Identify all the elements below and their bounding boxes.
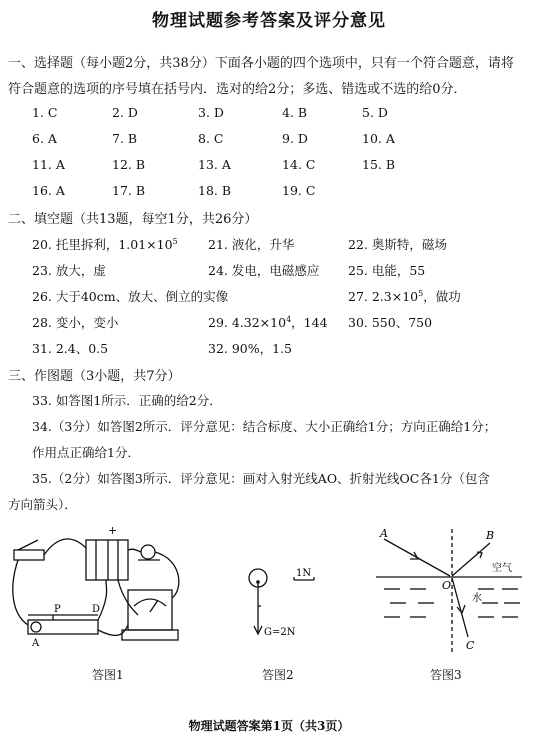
- choice-answer: 4. B: [282, 105, 308, 120]
- fill-answer-21: 21. 液化，升华: [208, 237, 295, 252]
- fill-answer-30: 30. 550、750: [348, 315, 433, 330]
- choice-answer: 12. B: [112, 157, 146, 172]
- scale-label: 1N: [296, 568, 312, 579]
- refracted-ray: [452, 578, 468, 637]
- choice-answer: 17. B: [112, 183, 146, 198]
- fill-answer-32: 32. 90%，1.5: [208, 341, 293, 356]
- figure-1-caption: 答图1: [92, 668, 124, 682]
- section3-heading: 三、作图题（3小题，共7分）: [8, 369, 181, 384]
- label-water: 水: [472, 593, 482, 604]
- label-air: 空气: [492, 563, 512, 574]
- figure-3-caption: 答图3: [430, 668, 462, 682]
- choice-answer: 7. B: [112, 131, 138, 146]
- choice-answer: 18. B: [198, 183, 232, 198]
- fill-answer-31: 31. 2.4、0.5: [32, 341, 109, 356]
- page-footer: 物理试题答案第1页（共3页）: [188, 719, 350, 733]
- label-b: B: [486, 529, 495, 542]
- section1-heading-cont: 符合题意的选项的序号填在括号内．选对的给2分；多选、错选或不选的给0分．: [8, 82, 467, 97]
- battery-box: [86, 540, 128, 580]
- section1-heading: 一、选择题（每小题2分，共38分）下面各小题的四个选项中，只有一个符合题意，请将: [8, 56, 514, 71]
- choice-answer: 2. D: [112, 105, 138, 120]
- fill-answer-26: 26. 大于40cm、放大、倒立的实像: [32, 289, 229, 304]
- fill-answer-25: 25. 电能，55: [348, 263, 426, 278]
- choice-answer: 3. D: [198, 105, 224, 120]
- fill-answer-20: 20. 托里拆利，$1.01\times 10^5$: [32, 236, 178, 252]
- choice-answer: 14. C: [282, 157, 316, 172]
- fill-answer-29: 29. $4.32\times 10^4$，144: [208, 314, 328, 330]
- fill-answer-27: 27. $2.3\times 10^5$，做功: [348, 288, 461, 304]
- answer-34-cont: 作用点正确给1分．: [32, 445, 140, 460]
- choice-answer: 9. D: [282, 131, 308, 146]
- reflected-ray: [452, 543, 490, 576]
- answer-35: 35.（2分）如答图3所示．评分意见：画对入射光线AO、折射光线OC各1分（包含: [32, 471, 490, 486]
- choice-answer: 13. A: [198, 157, 231, 172]
- choice-answer: 11. A: [32, 157, 65, 172]
- label-a: A: [32, 638, 40, 649]
- figure-3-refraction: [370, 525, 530, 660]
- choice-answer: 10. A: [362, 131, 395, 146]
- answer-34: 34.（3分）如答图2所示．评分意见：结合标度、大小正确给1分；方向正确给1分；: [32, 419, 497, 434]
- choice-answer: 6. A: [32, 131, 57, 146]
- label-p: P: [54, 604, 61, 615]
- label-d: D: [92, 604, 101, 615]
- section2-heading: 二、填空题（共13题，每空1分，共26分）: [8, 212, 258, 227]
- fill-answer-24: 24. 发电，电磁感应: [208, 263, 320, 278]
- choice-answer: 1. C: [32, 105, 58, 120]
- figure-2-force: [230, 560, 330, 650]
- label-c: C: [466, 639, 475, 652]
- choice-answer: 8. C: [198, 131, 224, 146]
- choice-answer: 5. D: [362, 105, 388, 120]
- bulb: [141, 545, 155, 559]
- plus-sign: +: [108, 524, 118, 537]
- label-a: A: [380, 527, 388, 540]
- answer-35-cont: 方向箭头）．: [8, 497, 77, 512]
- switch-base: [14, 550, 44, 560]
- figure-1-circuit: [8, 520, 198, 660]
- choice-answer: 19. C: [282, 183, 316, 198]
- fill-answer-22: 22. 奥斯特，磁场: [348, 237, 447, 252]
- page-title: 物理试题参考答案及评分意见: [152, 11, 386, 31]
- label-o: O: [442, 579, 452, 592]
- figure-2-caption: 答图2: [262, 668, 294, 682]
- answer-33: 33. 如答图1所示．正确的给2分．: [32, 393, 222, 408]
- fill-answer-23: 23. 放大，虚: [32, 263, 106, 278]
- choice-answer: 15. B: [362, 157, 396, 172]
- ammeter: [128, 590, 172, 630]
- force-label: G=2N: [264, 627, 296, 638]
- choice-answer: 16. A: [32, 183, 65, 198]
- fill-answer-28: 28. 变小，变小: [32, 315, 119, 330]
